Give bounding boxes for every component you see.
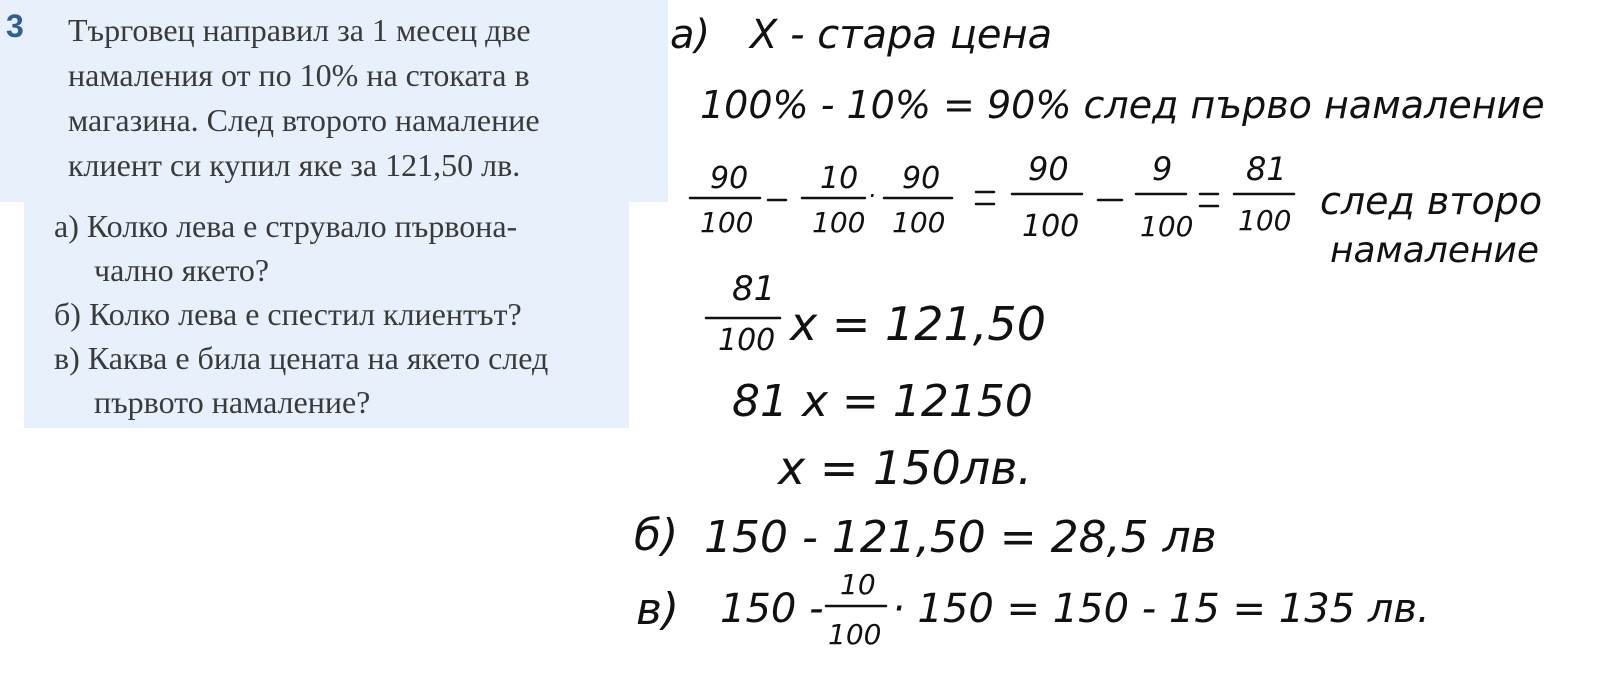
svg-text:·: · <box>868 182 876 210</box>
frac-den: 100 <box>812 206 866 239</box>
handwritten-solution <box>634 0 1605 687</box>
frac-num: 90 <box>902 161 941 196</box>
task-questions <box>54 204 624 424</box>
frac-den: 100 <box>1140 210 1194 243</box>
frac-num: 81 <box>1246 150 1287 188</box>
part-c-label: в) <box>636 584 680 635</box>
part-c-post: · 150 = 150 - 15 = 135 лв. <box>892 586 1430 632</box>
task-statement <box>68 8 628 188</box>
frac-num: 90 <box>1028 150 1069 188</box>
question-c-cont: първото намаление? <box>94 384 371 420</box>
frac-den: 100 <box>1238 204 1292 237</box>
eq1-rest: x = 121,50 <box>790 297 1046 351</box>
eq1-num: 81 <box>732 269 776 309</box>
note-reduction: намаление <box>1330 230 1540 271</box>
part-c-pre: 150 - <box>720 586 824 632</box>
note-after-second: след второ <box>1320 179 1543 223</box>
frac-num: 10 <box>820 161 859 196</box>
question-c: в) Каква е била цената на якето след <box>54 340 549 376</box>
statement-line: магазина. След второто намаление <box>68 102 540 138</box>
statement-line: Търговец направил за 1 месец две <box>68 12 531 48</box>
statement-line: клиент си купил яке за 121,50 лв. <box>68 147 521 183</box>
part-a-label: а) <box>670 12 711 58</box>
frac-den: 100 <box>700 206 754 239</box>
statement-line: намаления от по 10% на стоката в <box>68 57 530 93</box>
question-a-cont: чално якето? <box>94 252 270 288</box>
frac-num: 9 <box>1152 150 1173 188</box>
frac-den: 100 <box>892 206 946 239</box>
part-b-label: б) <box>634 510 679 561</box>
task-number: 3 <box>6 8 24 44</box>
frac-den: 100 <box>1022 209 1080 244</box>
eq1-den: 100 <box>718 323 776 358</box>
part-c <box>636 568 1430 651</box>
equation-3: x = 150лв. <box>778 441 1032 495</box>
fraction-row <box>690 150 1542 271</box>
part-c-num: 10 <box>840 568 876 601</box>
equation-2: 81 x = 12150 <box>732 376 1033 427</box>
question-a: а) Колко лева е струвало първона- <box>54 208 518 244</box>
equation-1 <box>706 269 1046 358</box>
frac-num: 90 <box>710 161 749 196</box>
part-b-line: 150 - 121,50 = 28,5 лв <box>704 512 1217 563</box>
question-b: б) Колко лева е спестил клиентът? <box>54 296 522 332</box>
part-c-den: 100 <box>828 618 882 651</box>
variable-definition: X - стара цена <box>750 12 1053 58</box>
percent-line: 100% - 10% = 90% след първо намаление <box>700 83 1545 127</box>
